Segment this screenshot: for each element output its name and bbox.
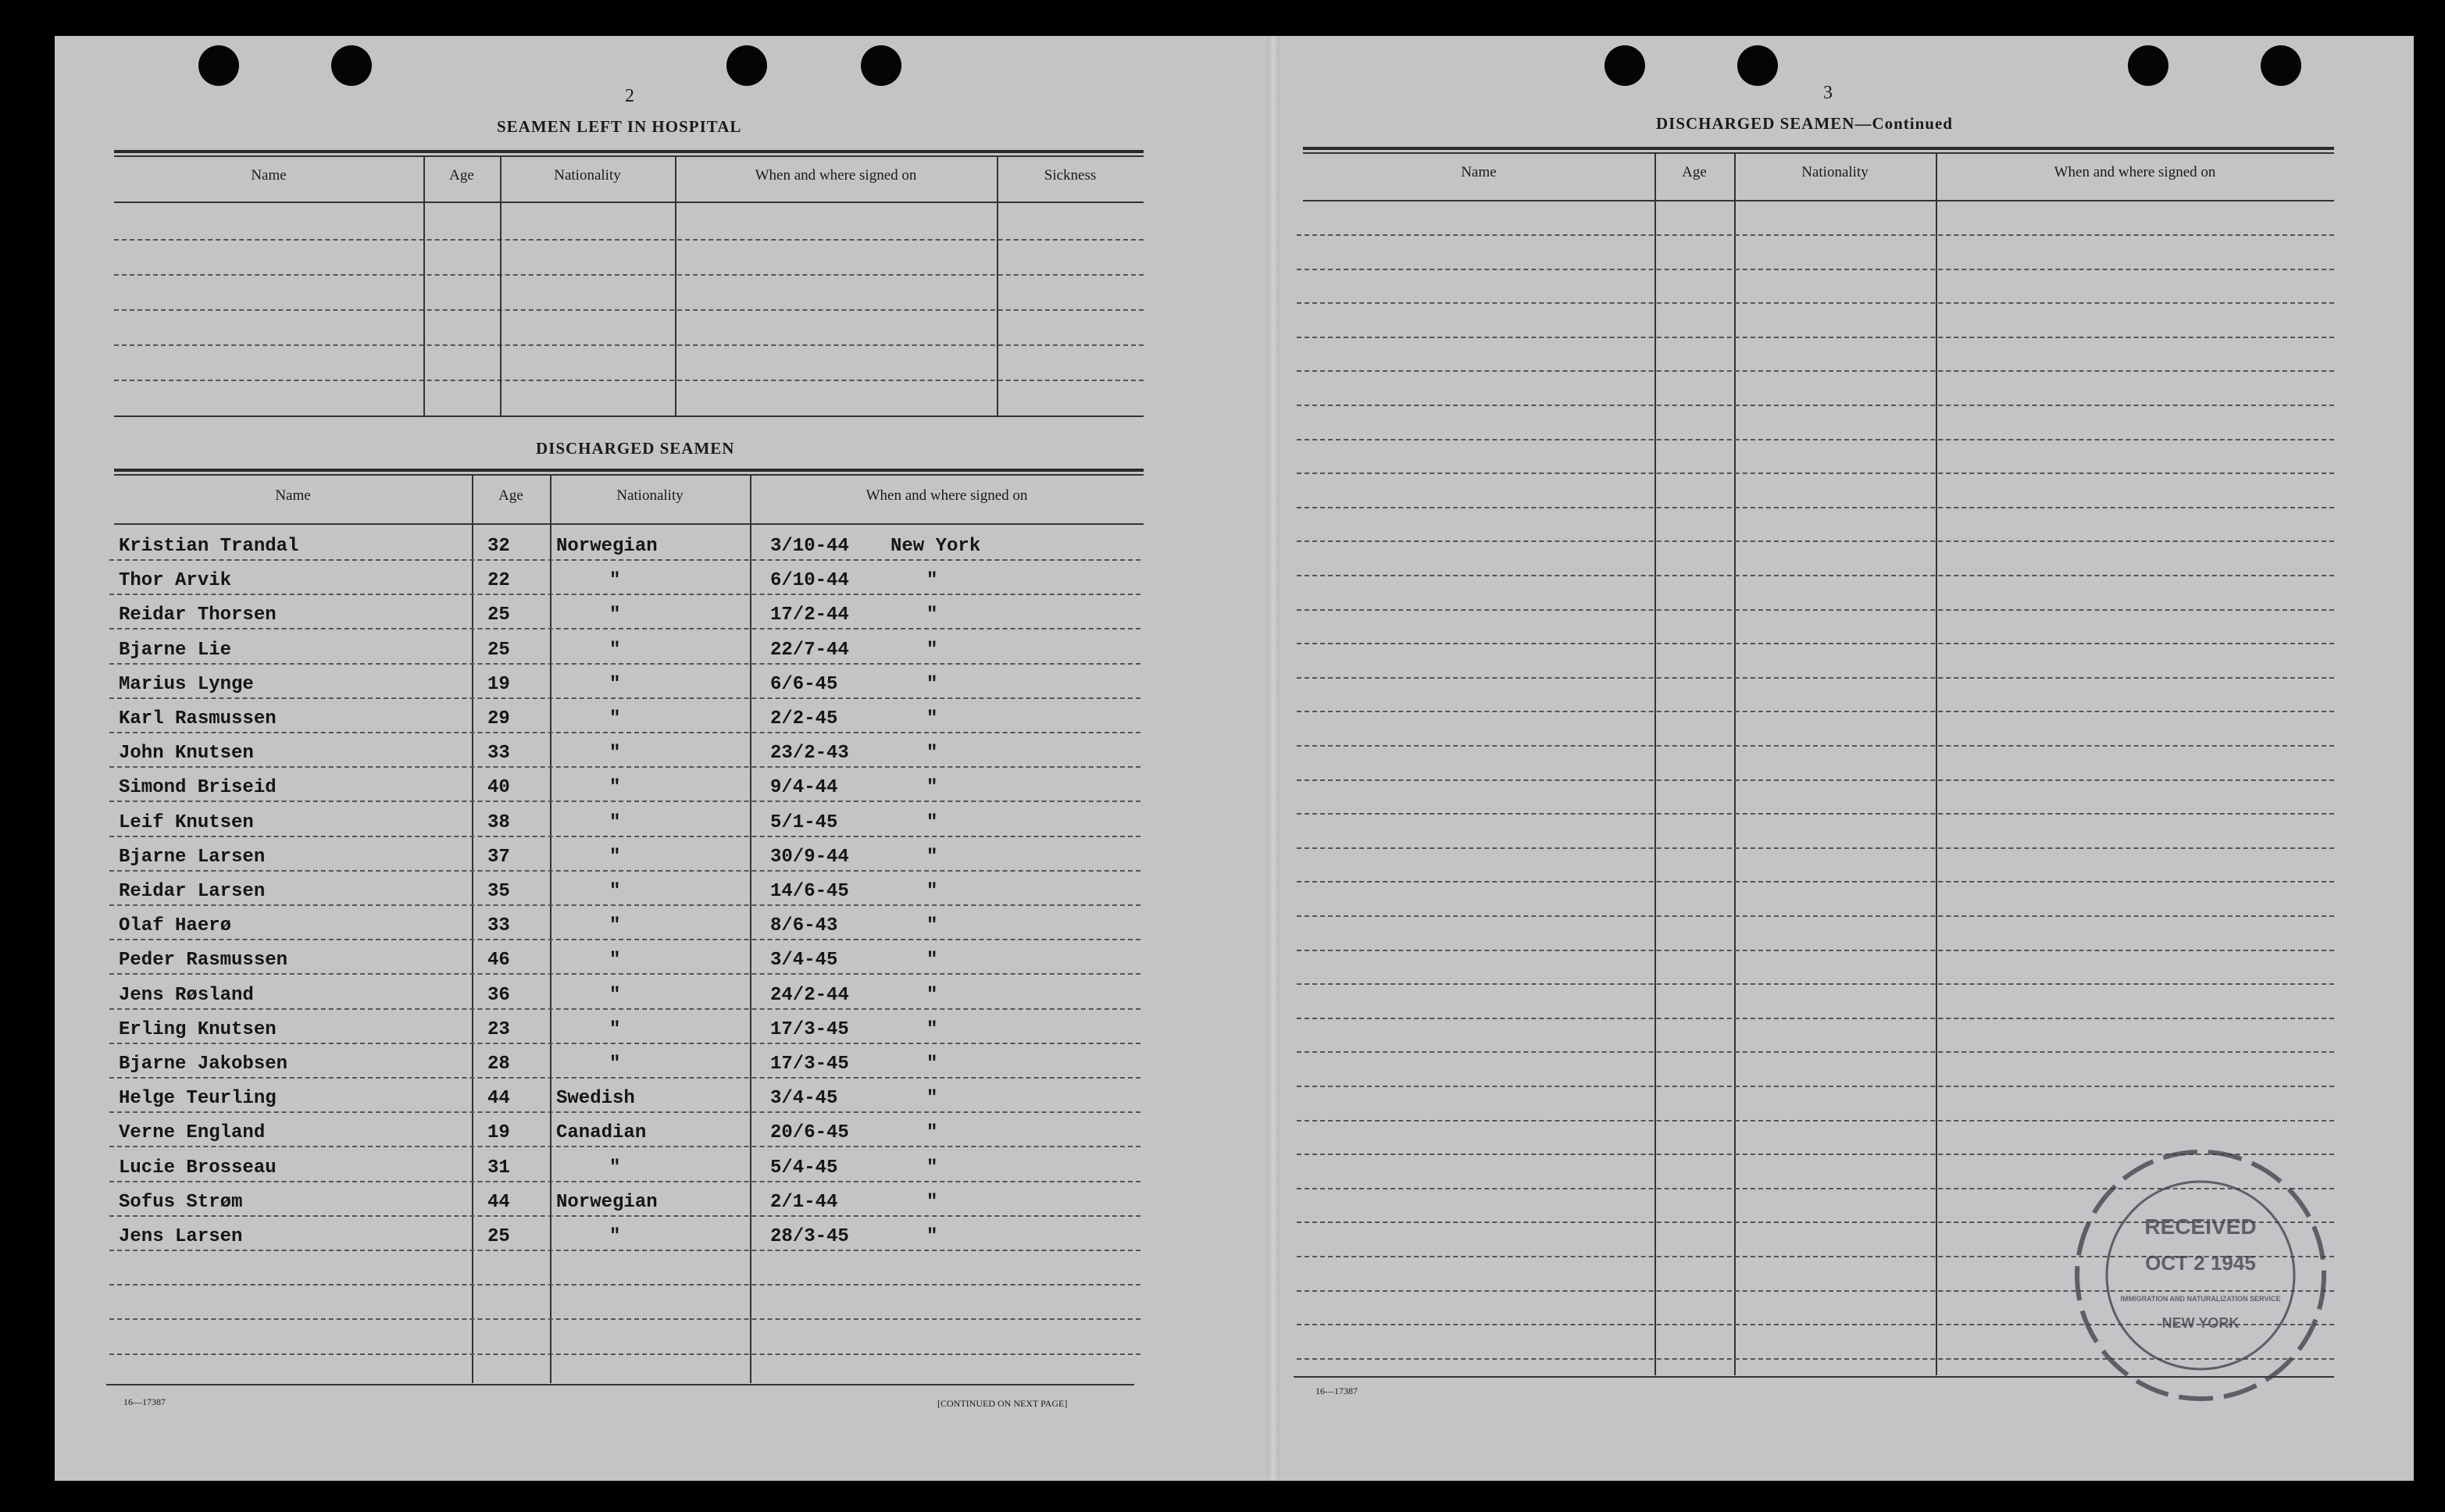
discharged-row-line: [109, 559, 1140, 561]
seaman-age: 38: [487, 812, 510, 833]
seaman-age: 19: [487, 674, 510, 695]
discharged-row-line: [109, 904, 1140, 906]
seaman-signed-on-place: ": [926, 777, 938, 798]
seaman-name: Thor Arvik: [119, 570, 232, 591]
right-row-line: [1297, 609, 2334, 611]
seaman-signed-on-date: 3/10-44: [770, 536, 849, 557]
right-row-line: [1297, 983, 2334, 985]
right-row-line: [1297, 847, 2334, 849]
discharged-header-signed-on: When and where signed on: [866, 487, 1028, 504]
seaman-signed-on-place: ": [926, 1192, 938, 1213]
discharged-col-divider: [550, 474, 551, 1383]
seaman-age: 25: [487, 640, 510, 661]
right-section-title: DISCHARGED SEAMEN—Continued: [1656, 114, 1953, 133]
seaman-name: Bjarne Larsen: [119, 847, 266, 868]
punch-hole: [1604, 45, 1645, 86]
seaman-signed-on-date: 17/2-44: [770, 604, 849, 626]
hospital-table-top-rule: [114, 150, 1144, 153]
hospital-row-line: [114, 309, 1144, 311]
right-row-line: [1297, 813, 2334, 815]
punch-hole: [2128, 45, 2168, 86]
seaman-age: 23: [487, 1019, 510, 1040]
right-row-line: [1297, 405, 2334, 406]
discharged-header-nationality: Nationality: [616, 487, 684, 504]
seaman-name: Lucie Brosseau: [119, 1157, 277, 1179]
hospital-col-divider: [423, 155, 425, 415]
hospital-col-divider: [500, 155, 501, 415]
seaman-age: 28: [487, 1054, 510, 1075]
seaman-signed-on-place: ": [926, 604, 938, 626]
seaman-nationality: Norwegian: [556, 536, 658, 557]
right-row-line: [1297, 472, 2334, 474]
hospital-header-sickness: Sickness: [1044, 167, 1097, 184]
discharged-header-rule: [114, 523, 1144, 525]
stamp-received-text: RECEIVED: [2144, 1214, 2257, 1239]
right-row-line: [1297, 643, 2334, 644]
hospital-header-name: Name: [251, 167, 287, 184]
right-row-line: [1297, 540, 2334, 542]
page-spine: [1267, 36, 1280, 1481]
discharged-row-line: [109, 1146, 1140, 1147]
discharged-row-line: [109, 628, 1140, 629]
right-row-line: [1297, 575, 2334, 576]
seaman-signed-on-place: ": [926, 743, 938, 764]
seaman-name: Reidar Larsen: [119, 881, 266, 902]
seaman-signed-on-date: 24/2-44: [770, 985, 849, 1006]
seaman-signed-on-date: 6/6-45: [770, 674, 838, 695]
seaman-age: 46: [487, 950, 510, 971]
seaman-name: Bjarne Jakobsen: [119, 1054, 288, 1075]
seaman-age: 33: [487, 743, 510, 764]
right-row-line: [1297, 234, 2334, 236]
discharged-section-title: DISCHARGED SEAMEN: [536, 439, 735, 458]
right-row-line: [1297, 269, 2334, 270]
seaman-signed-on-date: 3/4-45: [770, 1088, 838, 1109]
discharged-row-line: [109, 1008, 1140, 1010]
page-number-left: 2: [625, 86, 634, 106]
discharged-row-line: [109, 1215, 1140, 1217]
seaman-signed-on-date: 6/10-44: [770, 570, 849, 591]
seaman-nationality: ": [609, 1019, 621, 1040]
seaman-name: John Knutsen: [119, 743, 254, 764]
right-row-line: [1297, 779, 2334, 781]
discharged-row-line: [109, 939, 1140, 940]
seaman-name: Kristian Trandal: [119, 536, 299, 557]
seaman-name: Simond Briseid: [119, 777, 277, 798]
right-header-nationality: Nationality: [1801, 164, 1869, 180]
seaman-signed-on-place: ": [926, 1088, 938, 1109]
seaman-name: Leif Knutsen: [119, 812, 254, 833]
seaman-signed-on-date: 3/4-45: [770, 950, 838, 971]
seaman-name: Jens Røsland: [119, 985, 254, 1006]
seaman-signed-on-place: ": [926, 950, 938, 971]
discharged-header-name: Name: [275, 487, 311, 504]
seaman-nationality: ": [609, 708, 621, 729]
seaman-name: Marius Lynge: [119, 674, 254, 695]
seaman-nationality: ": [609, 1054, 621, 1075]
seaman-nationality: ": [609, 1157, 621, 1179]
stamp-city-text: NEW YORK: [2161, 1315, 2240, 1331]
discharged-header-age: Age: [498, 487, 523, 504]
hospital-row-line: [114, 344, 1144, 346]
seaman-nationality: ": [609, 604, 621, 626]
right-row-line: [1297, 1051, 2334, 1053]
seaman-nationality: ": [609, 1226, 621, 1247]
hospital-table-bottom-rule: [114, 415, 1144, 417]
hospital-header-rule: [114, 201, 1144, 203]
seaman-age: 22: [487, 570, 510, 591]
right-table-top-rule: [1303, 147, 2334, 150]
seaman-signed-on-date: 8/6-43: [770, 915, 838, 936]
discharged-row-line: [109, 1181, 1140, 1182]
seaman-age: 36: [487, 985, 510, 1006]
seaman-name: Sofus Strøm: [119, 1192, 243, 1213]
received-stamp: [2072, 1146, 2329, 1404]
seaman-signed-on-date: 22/7-44: [770, 640, 849, 661]
hospital-header-nationality: Nationality: [554, 167, 621, 184]
seaman-signed-on-date: 20/6-45: [770, 1122, 849, 1143]
hospital-table-top-rule-inner: [114, 155, 1144, 157]
seaman-nationality: Swedish: [556, 1088, 635, 1109]
seaman-nationality: ": [609, 915, 621, 936]
right-row-line: [1297, 370, 2334, 372]
seaman-nationality: ": [609, 881, 621, 902]
discharged-table-top-rule-inner: [114, 474, 1144, 476]
seaman-nationality: ": [609, 743, 621, 764]
right-row-line: [1297, 711, 2334, 712]
seaman-nationality: Canadian: [556, 1122, 647, 1143]
discharged-row-line: [109, 1284, 1140, 1286]
punch-hole: [198, 45, 239, 86]
seaman-signed-on-place: New York: [891, 536, 981, 557]
discharged-row-line: [109, 801, 1140, 802]
page-number-right: 3: [1823, 83, 1833, 103]
seaman-signed-on-place: ": [926, 1054, 938, 1075]
discharged-row-line: [109, 732, 1140, 733]
hospital-section-title: SEAMEN LEFT IN HOSPITAL: [497, 117, 742, 136]
seaman-age: 25: [487, 604, 510, 626]
right-col-divider: [1936, 152, 1937, 1375]
seaman-age: 19: [487, 1122, 510, 1143]
seaman-signed-on-place: ": [926, 1226, 938, 1247]
right-row-line: [1297, 1086, 2334, 1087]
seaman-signed-on-place: ": [926, 640, 938, 661]
seaman-nationality: ": [609, 570, 621, 591]
discharged-row-line: [109, 973, 1140, 975]
seaman-signed-on-place: ": [926, 708, 938, 729]
punch-hole: [1737, 45, 1778, 86]
seaman-signed-on-place: ": [926, 847, 938, 868]
seaman-name: Helge Teurling: [119, 1088, 277, 1109]
seaman-name: Bjarne Lie: [119, 640, 232, 661]
seaman-signed-on-place: ": [926, 915, 938, 936]
seaman-signed-on-date: 28/3-45: [770, 1226, 849, 1247]
seaman-signed-on-place: ": [926, 985, 938, 1006]
right-header-signed-on: When and where signed on: [2054, 164, 2216, 180]
seaman-name: Karl Rasmussen: [119, 708, 277, 729]
right-row-line: [1297, 439, 2334, 440]
hospital-row-line: [114, 380, 1144, 381]
discharged-row-line: [109, 870, 1140, 872]
right-table-top-rule-inner: [1303, 152, 2334, 154]
seaman-signed-on-place: ": [926, 570, 938, 591]
seaman-name: Verne England: [119, 1122, 266, 1143]
right-col-divider: [1734, 152, 1736, 1375]
discharged-row-line: [109, 1111, 1140, 1113]
discharged-row-line: [109, 697, 1140, 699]
seaman-age: 31: [487, 1157, 510, 1179]
right-row-line: [1297, 507, 2334, 508]
right-header-rule: [1303, 200, 2334, 201]
seaman-age: 44: [487, 1088, 510, 1109]
seaman-age: 35: [487, 881, 510, 902]
discharged-col-divider: [750, 474, 751, 1383]
seaman-signed-on-place: ": [926, 1122, 938, 1143]
right-row-line: [1297, 302, 2334, 304]
right-row-line: [1297, 677, 2334, 679]
discharged-row-line: [109, 1353, 1140, 1355]
discharged-row-line: [109, 836, 1140, 837]
right-row-line: [1297, 950, 2334, 951]
seaman-signed-on-place: ": [926, 674, 938, 695]
seaman-signed-on-date: 2/1-44: [770, 1192, 838, 1213]
seaman-name: Jens Larsen: [119, 1226, 243, 1247]
right-header-age: Age: [1682, 164, 1707, 180]
seaman-nationality: ": [609, 640, 621, 661]
seaman-nationality: ": [609, 812, 621, 833]
seaman-signed-on-date: 5/4-45: [770, 1157, 838, 1179]
discharged-row-line: [109, 663, 1140, 665]
seaman-age: 25: [487, 1226, 510, 1247]
continued-note: [CONTINUED ON NEXT PAGE]: [937, 1398, 1068, 1409]
seaman-name: Reidar Thorsen: [119, 604, 277, 626]
discharged-table-bottom-rule: [106, 1384, 1134, 1385]
punch-hole: [861, 45, 901, 86]
seaman-nationality: ": [609, 950, 621, 971]
seaman-signed-on-date: 2/2-45: [770, 708, 838, 729]
seaman-signed-on-date: 30/9-44: [770, 847, 849, 868]
right-row-line: [1297, 1018, 2334, 1019]
seaman-signed-on-date: 14/6-45: [770, 881, 849, 902]
seaman-age: 40: [487, 777, 510, 798]
hospital-row-line: [114, 239, 1144, 241]
seaman-signed-on-date: 9/4-44: [770, 777, 838, 798]
discharged-row-line: [109, 1077, 1140, 1079]
seaman-nationality: ": [609, 674, 621, 695]
discharged-row-line: [109, 594, 1140, 595]
seaman-signed-on-place: ": [926, 881, 938, 902]
right-row-line: [1297, 337, 2334, 338]
seaman-signed-on-place: ": [926, 1019, 938, 1040]
seaman-signed-on-date: 17/3-45: [770, 1054, 849, 1075]
right-row-line: [1297, 915, 2334, 917]
seaman-age: 29: [487, 708, 510, 729]
seaman-age: 33: [487, 915, 510, 936]
form-number-left: 16—17387: [123, 1396, 166, 1407]
hospital-col-divider: [997, 155, 998, 415]
seaman-age: 37: [487, 847, 510, 868]
hospital-header-age: Age: [449, 167, 474, 184]
hospital-header-signed-on: When and where signed on: [755, 167, 917, 184]
stamp-agency-text: IMMIGRATION AND NATURALIZATION SERVICE: [2120, 1295, 2281, 1303]
discharged-table-top-rule: [114, 469, 1144, 472]
seaman-signed-on-date: 17/3-45: [770, 1019, 849, 1040]
seaman-name: Olaf Haerø: [119, 915, 232, 936]
right-row-line: [1297, 745, 2334, 747]
discharged-row-line: [109, 766, 1140, 768]
seaman-nationality: ": [609, 777, 621, 798]
right-col-divider: [1654, 152, 1656, 1375]
seaman-signed-on-date: 23/2-43: [770, 743, 849, 764]
punch-hole: [726, 45, 767, 86]
seaman-age: 44: [487, 1192, 510, 1213]
seaman-nationality: ": [609, 847, 621, 868]
hospital-col-divider: [675, 155, 676, 415]
discharged-row-line: [109, 1250, 1140, 1251]
seaman-nationality: Norwegian: [556, 1192, 658, 1213]
right-row-line: [1297, 881, 2334, 883]
seaman-nationality: ": [609, 985, 621, 1006]
seaman-age: 32: [487, 536, 510, 557]
form-number-right: 16—17387: [1315, 1385, 1358, 1396]
stamp-date-text: OCT 2 1945: [2145, 1251, 2256, 1275]
seaman-signed-on-place: ": [926, 812, 938, 833]
right-row-line: [1297, 1120, 2334, 1122]
hospital-row-line: [114, 274, 1144, 276]
seaman-name: Peder Rasmussen: [119, 950, 288, 971]
seaman-name: Erling Knutsen: [119, 1019, 277, 1040]
discharged-row-line: [109, 1043, 1140, 1044]
punch-hole: [2261, 45, 2301, 86]
discharged-row-line: [109, 1318, 1140, 1320]
discharged-col-divider: [472, 474, 473, 1383]
seaman-signed-on-date: 5/1-45: [770, 812, 838, 833]
seaman-signed-on-place: ": [926, 1157, 938, 1179]
right-header-name: Name: [1461, 164, 1497, 180]
punch-hole: [331, 45, 372, 86]
